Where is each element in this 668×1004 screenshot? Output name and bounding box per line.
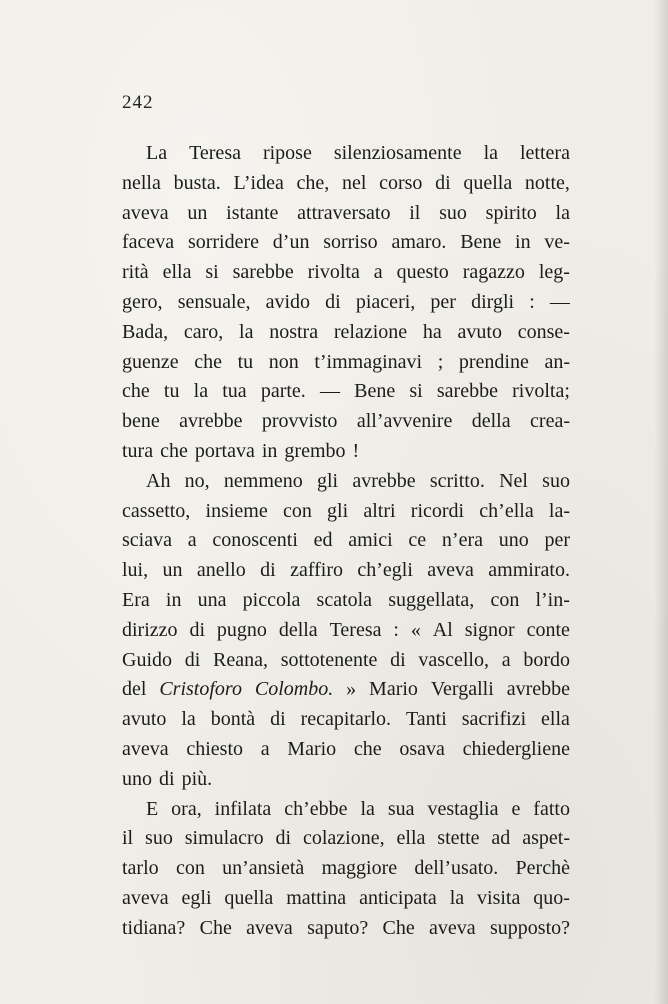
word: ora, (171, 797, 202, 820)
word: supposto? (490, 916, 570, 939)
word: questo (396, 261, 449, 284)
word: vascello, (418, 648, 489, 671)
word: ch’ella (479, 499, 534, 522)
word: di (270, 708, 286, 731)
text-line (122, 586, 570, 616)
word: insieme (205, 499, 268, 522)
word: con (490, 588, 520, 611)
word: conte (526, 618, 570, 641)
word: Colombo. (254, 678, 334, 701)
word: Bada, (122, 320, 169, 343)
word: Perchè (515, 857, 570, 880)
word: visita (477, 886, 521, 909)
word: colazione, (302, 827, 385, 850)
word: Mario (369, 678, 418, 701)
word: nel (341, 171, 367, 194)
word: Reana, (213, 648, 269, 671)
word: non (268, 350, 299, 373)
word: sua (387, 797, 415, 820)
word: piccola (242, 588, 301, 611)
word: ella (396, 827, 426, 850)
word: a (260, 737, 270, 760)
word: chiedergliene (462, 737, 570, 760)
word: in (261, 439, 278, 462)
word: un (162, 559, 183, 582)
word: altri (363, 499, 396, 522)
word: t’immaginavi (314, 350, 423, 373)
word: all’avvenire (356, 410, 453, 433)
word: avrebbe (179, 410, 243, 433)
word: con (175, 857, 205, 880)
word: relazione (333, 320, 408, 343)
word: simulacro (184, 827, 264, 850)
word: n’era (441, 529, 483, 552)
word: si (205, 261, 219, 284)
word: ed (313, 529, 333, 552)
word: dirgli (471, 290, 515, 313)
word: Bene (354, 380, 396, 403)
word: del (122, 678, 147, 701)
text-line (122, 526, 570, 556)
word: vestaglia (427, 797, 499, 820)
text-line (122, 228, 570, 258)
word: la (555, 201, 570, 224)
text-line (122, 497, 570, 527)
word: ! (352, 439, 360, 462)
text-line (122, 437, 570, 467)
word: scatola (316, 588, 373, 611)
word: tarlo (122, 857, 159, 880)
word: aveva (427, 559, 474, 582)
text-line (122, 169, 570, 199)
word: sorriso (323, 231, 378, 254)
word: sottotenente (280, 648, 378, 671)
word: recapitarlo. (300, 708, 392, 731)
word: tu (237, 350, 254, 373)
word: la- (548, 499, 570, 522)
word: tua (222, 380, 247, 403)
word: aveva (246, 916, 293, 939)
word: il (122, 827, 134, 850)
text-line (122, 467, 570, 497)
word: di (275, 827, 292, 850)
word: suo (542, 469, 570, 492)
word: ve- (544, 231, 570, 254)
word: cassetto, (122, 499, 191, 522)
word: bene (122, 410, 160, 433)
word: la (360, 797, 375, 820)
word: « (410, 618, 421, 641)
word: uno (122, 767, 152, 790)
text-line (122, 824, 570, 854)
word: a (501, 648, 511, 671)
word: Teresa (189, 142, 241, 164)
word: Mario (287, 737, 337, 760)
word: scritto. (429, 469, 485, 492)
word: nostra (269, 320, 319, 343)
page-edge-shadow (654, 0, 668, 1004)
word: anello (196, 559, 246, 582)
word: aveva (122, 201, 169, 224)
word: di (435, 171, 451, 194)
word: stette (437, 827, 480, 850)
word: avrebbe (506, 678, 570, 701)
word: nemmeno (223, 469, 303, 492)
word: gli (327, 499, 349, 522)
word: Che (199, 916, 232, 939)
text-line (122, 765, 570, 795)
word: : (529, 290, 535, 313)
word: sacrifizi (461, 708, 527, 731)
word: un (187, 201, 208, 224)
word: gli (316, 469, 339, 492)
word: conse- (517, 320, 570, 343)
word: Era (122, 588, 150, 611)
word: mattina (286, 886, 347, 909)
word: nella (122, 171, 161, 194)
word: lettera (519, 142, 570, 164)
word: istante (226, 201, 279, 224)
word: ha (422, 320, 442, 343)
text-line (122, 318, 570, 348)
text-line (122, 258, 570, 288)
word: leg- (538, 261, 570, 284)
word: no, (184, 469, 210, 492)
word: aspet- (522, 827, 570, 850)
word: avido (265, 290, 311, 313)
word: per (544, 529, 570, 552)
text-line (122, 705, 570, 735)
word: la (181, 708, 196, 731)
word: e (511, 797, 521, 820)
word: d’un (272, 231, 310, 254)
word: la (483, 142, 498, 164)
word: osava (399, 737, 445, 760)
word: guenze (122, 350, 179, 373)
word: sensuale, (177, 290, 251, 313)
word: l’in- (535, 588, 570, 611)
word: la (193, 380, 209, 403)
word: signor (464, 618, 515, 641)
word: tura (122, 439, 154, 462)
word: conoscenti (212, 529, 298, 552)
word: corso (379, 171, 423, 194)
text-line (122, 795, 570, 825)
text-line (122, 199, 570, 229)
text-line (122, 914, 570, 944)
word: ch’ebbe (284, 797, 348, 820)
word: amaro. (391, 231, 447, 254)
word: provvisto (261, 410, 338, 433)
word: di (184, 648, 201, 671)
word: grembo (284, 439, 346, 462)
word: ricordi (410, 499, 465, 522)
word: che (194, 350, 222, 373)
word: suo (145, 827, 173, 850)
word: Ah (146, 469, 171, 492)
word: aveva (122, 886, 169, 909)
word: la (239, 320, 254, 343)
word: il (409, 201, 421, 224)
text-line (122, 884, 570, 914)
word: notte, (524, 171, 570, 194)
body-text (122, 139, 570, 944)
word: dell’usato. (414, 857, 499, 880)
word: di (260, 559, 276, 582)
word: avuto (122, 708, 167, 731)
word: E (146, 797, 159, 820)
word: con (282, 499, 312, 522)
word: uno (498, 529, 529, 552)
word: rità (122, 261, 149, 284)
word: Che (382, 916, 415, 939)
word: di (390, 648, 406, 671)
word: silenziosamente (333, 142, 462, 164)
word: fatto (533, 797, 570, 820)
word: bontà (210, 708, 256, 731)
word: ella (541, 708, 570, 731)
word: portava (194, 439, 255, 462)
word: infilata (214, 797, 272, 820)
word: spirito (485, 201, 537, 224)
word: caro, (183, 320, 224, 343)
word: sciava (122, 529, 172, 552)
word: gero, (122, 290, 163, 313)
text-line (122, 735, 570, 765)
word: della (471, 410, 511, 433)
word: una (197, 588, 227, 611)
word: si (409, 380, 423, 403)
word: L’idea (233, 171, 284, 194)
page-number: 242 (122, 92, 154, 113)
word: Cristoforo (159, 678, 242, 701)
text-line (122, 675, 570, 705)
word: della (278, 618, 318, 641)
word: an- (544, 350, 570, 373)
word: maggiore (321, 857, 398, 880)
word: amici (348, 529, 393, 552)
word: ch’egli (357, 559, 413, 582)
word: di (189, 618, 205, 641)
word: ripose (262, 142, 312, 164)
text-line (122, 288, 570, 318)
word: faceva (122, 231, 175, 254)
word: a (373, 261, 383, 284)
word: — (549, 290, 570, 313)
word: aveva (122, 737, 169, 760)
text-line (122, 139, 570, 169)
word: che (122, 380, 150, 403)
word: in (515, 231, 531, 254)
word: rivolta; (512, 380, 570, 403)
word: Nel (499, 469, 528, 492)
word: lui, (122, 559, 149, 582)
word: ad (491, 827, 511, 850)
word: Bene (460, 231, 502, 254)
word: crea- (530, 410, 570, 433)
word: saputo? (307, 916, 369, 939)
word: a (187, 529, 197, 552)
text-line (122, 556, 570, 586)
word: : (393, 618, 399, 641)
word: pugno (216, 618, 267, 641)
text-line (122, 646, 570, 676)
word: bordo (523, 648, 570, 671)
word: ragazzo (462, 261, 525, 284)
word: sarebbe (232, 261, 294, 284)
word: che (353, 737, 382, 760)
word: aveva (429, 916, 476, 939)
word: in (165, 588, 182, 611)
word: La (146, 142, 168, 164)
word: Al (432, 618, 453, 641)
word: Tanti (405, 708, 447, 731)
word: zaffiro (290, 559, 343, 582)
word: più. (181, 767, 213, 790)
word: attraversato (297, 201, 391, 224)
word: suggellata, (388, 588, 475, 611)
text-line (122, 377, 570, 407)
text-line (122, 407, 570, 437)
word: per (430, 290, 456, 313)
word: parte. (260, 380, 306, 403)
word: avrebbe (352, 469, 416, 492)
word: ella (162, 261, 192, 284)
word: dirizzo (122, 618, 178, 641)
text-line (122, 348, 570, 378)
word: piaceri, (355, 290, 416, 313)
word: ce (408, 529, 427, 552)
word: un’ansietà (222, 857, 305, 880)
word: Guido (122, 648, 172, 671)
word: di (325, 290, 341, 313)
word: la (449, 886, 465, 909)
text-line (122, 616, 570, 646)
word: busta. (173, 171, 221, 194)
word: sarebbe (436, 380, 498, 403)
word: che (160, 439, 188, 462)
word: egli (181, 886, 212, 909)
word: avuto (457, 320, 502, 343)
word: ; (437, 350, 444, 373)
word: ammirato. (488, 559, 570, 582)
word: rivolta (307, 261, 360, 284)
word: chiesto (186, 737, 243, 760)
word: anticipata (359, 886, 437, 909)
word: Vergalli (430, 678, 494, 701)
word: — (319, 380, 340, 403)
word: Teresa (329, 618, 382, 641)
word: che, (296, 171, 330, 194)
word: di (159, 767, 175, 790)
text-line (122, 854, 570, 884)
word: prendine (458, 350, 529, 373)
word: quo- (533, 886, 570, 909)
word: suo (439, 201, 467, 224)
word: » (346, 678, 357, 701)
word: quella (463, 171, 513, 194)
word: sorridere (187, 231, 260, 254)
word: quella (224, 886, 274, 909)
word: tidiana? (122, 916, 186, 939)
word: tu (163, 380, 180, 403)
